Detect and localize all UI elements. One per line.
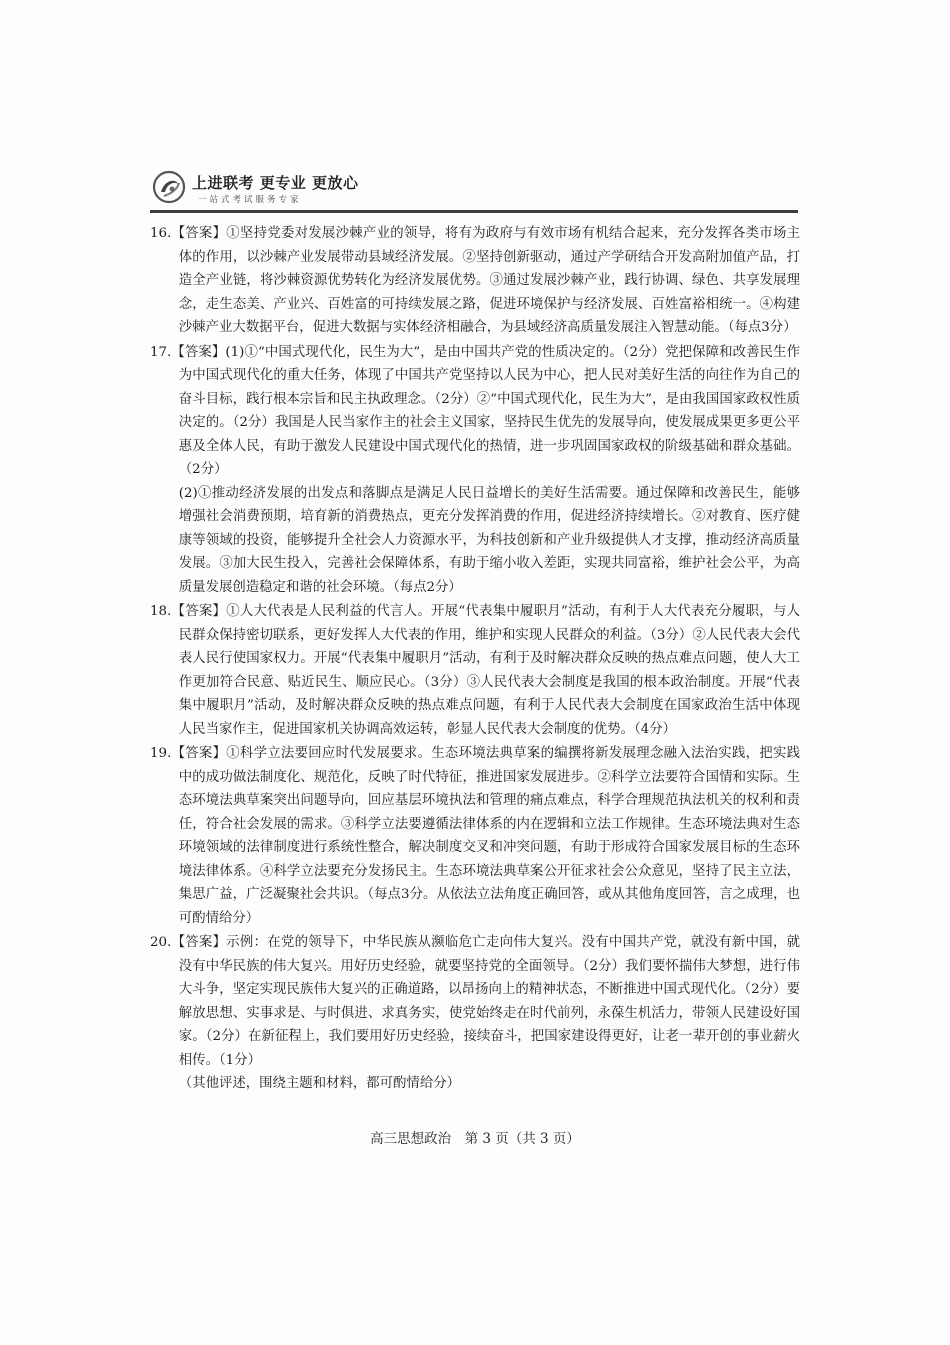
page-header xyxy=(150,166,798,214)
answer-paragraph xyxy=(150,222,800,340)
answer-text: (2)①推动经济发展的出发点和落脚点是满足人民日益增长的美好生活需要。通过保障和改善民生，能够增强社会消费预期，培育新的消费热点，更充分发挥消费的作用，促进经济持续增长。②对教育、医疗健康等领域的投资，能够提升全社会人力资源水平，为科技创新和产业升级提供人才支撑，推动经济高质量发展。③加大民生投入，完善社会保障体系，有助于缩小收入差距，实现共同富裕，维护社会公平，为高质量发展创造稳定和谐的社会环境。（每点2分） xyxy=(178,485,800,595)
header-divider xyxy=(150,210,798,213)
question-number: 20. xyxy=(150,935,172,950)
answer-text: (1)①“中国式现代化，民生为大”，是由中国共产党的性质决定的。（2分）党把保障和改善民生作为中国式现代化的重大任务，体现了中国共产党坚持以人民为中心，把人民对美好生活的向往作为自己的奋斗目标，践行根本宗旨和民主执政理念。（2分）②“中国式现代化，民生为大”，是由我国国家政权性质决定的。（2分）我国是人民当家作主的社会主义国家，坚持民生优先的发展导向，使发展成果更多更公平惠及全体人民，有助于激发人民建设中国式现代化的热情，进一步巩固国家政权的阶级基础和群众基础。（2分） xyxy=(178,344,800,477)
brand-tagline: 一站式考试服务专家 xyxy=(198,195,302,205)
answer-paragraph xyxy=(150,931,800,1072)
question-number: 17. xyxy=(150,344,172,360)
page-footer: 高三思想政治 第 3 页（共 3 页） xyxy=(370,1131,580,1147)
answer-paragraph xyxy=(150,482,800,600)
brand-slogan: 上进联考 更专业 更放心 xyxy=(192,174,359,192)
answer-item-17 xyxy=(150,341,800,600)
answer-text: ①科学立法要回应时代发展要求。生态环境法典草案的编撰将新发展理念融入法治实践，把实践中的成功做法制度化、规范化，反映了时代特征，推进国家发展进步。②科学立法要符合国情和实际。生态环境法典草案突出问题导向，回应基层环境执法和管理的痛点难点，科学合理规范执法机关的权利和责任，符合社会发展的需求。③科学立法要遵循法律体系的内在逻辑和立法工作规律。生态环境法典对生态环境领域的法律制度进行系统性整合，解决制度交叉和冲突问题，有助于形成符合国家发展目标的生态环境法律体系。④科学立法要充分发扬民主。生态环境法典草案公开征求社会公众意见，坚持了民主立法，集思广益，广泛凝聚社会共识。（每点3分。从依法立法角度正确回答，或从其他角度回答，言之成理，也可酌情给分） xyxy=(178,746,801,926)
answer-item-19 xyxy=(150,742,800,930)
answer-item-20 xyxy=(150,931,800,1096)
answer-text: 示例：在党的领导下，中华民族从濒临危亡走向伟大复兴。没有中国共产党，就没有新中国，就没有中华民族的伟大复兴。用好历史经验，就要坚持党的全面领导。（2分）我们要怀揣伟大梦想，进行伟大斗争，坚定实现民族伟大复兴的正确道路，以昂扬向上的精神状态，不断推进中国式现代化。（2分）要解放思想、实事求是、与时俱进、求真务实，使党始终走在时代前列，永葆生机活力，带领人民建设好国家。（2分）在新征程上，我们要用好历史经验，接续奋斗，把国家建设得更好，让老一辈开创的事业薪火相传。（1分） xyxy=(178,935,801,1068)
question-number: 18. xyxy=(150,604,172,619)
answer-item-16 xyxy=(150,222,800,340)
answer-text: ①坚持党委对发展沙棘产业的领导，将有为政府与有效市场有机结合起来，充分发挥各类市场主体的作用，以沙棘产业发展带动县域经济发展。②坚持创新驱动，通过产学研结合开发高附加值产品，打造全产业链，将沙棘资源优势转化为经济发展优势。③通过发展沙棘产业，践行协调、绿色、共享发展理念，走生态美、产业兴、百姓富的可持续发展之路，促进环境保护与经济发展、百姓富裕相统一。④构建沙棘产业大数据平台，促进大数据与实体经济相融合，为县域经济高质量发展注入智慧动能。（每点3分） xyxy=(178,226,801,335)
answer-tag: 【答案】 xyxy=(171,935,227,950)
answer-paragraph xyxy=(150,1072,800,1096)
answer-tag: 【答案】 xyxy=(171,226,227,241)
answer-paragraph xyxy=(150,341,800,482)
answer-tag: 【答案】 xyxy=(171,746,227,761)
answer-paragraph xyxy=(150,742,800,930)
answer-paragraph xyxy=(150,600,800,741)
question-number: 19. xyxy=(150,746,172,761)
answer-list xyxy=(150,222,800,1097)
answer-text: （其他评述，围绕主题和材料，都可酌情给分） xyxy=(178,1076,460,1091)
answer-tag: 【答案】 xyxy=(171,604,227,619)
answer-tag: 【答案】 xyxy=(171,344,226,360)
question-number: 16. xyxy=(150,226,172,241)
answer-text: ①人大代表是人民利益的代言人。开展“代表集中履职月”活动，有利于人大代表充分履职，与人民群众保持密切联系，更好发挥人大代表的作用，维护和实现人民群众的利益。（3分）②人民代表大会代表人民行使国家权力。开展“代表集中履职月”活动，有利于及时解决群众反映的热点难点问题，使人大工作更加符合民意、贴近民生、顺应民心。（3分）③人民代表大会制度是我国的根本政治制度。开展“代表集中履职月”活动，及时解决群众反映的热点难点问题，有利于人民代表大会制度在国家政治生活中体现人民当家作主，促进国家机关协调高效运转，彰显人民代表大会制度的优势。（4分） xyxy=(178,604,800,737)
swirl-logo-icon xyxy=(152,170,186,204)
answer-item-18 xyxy=(150,600,800,741)
